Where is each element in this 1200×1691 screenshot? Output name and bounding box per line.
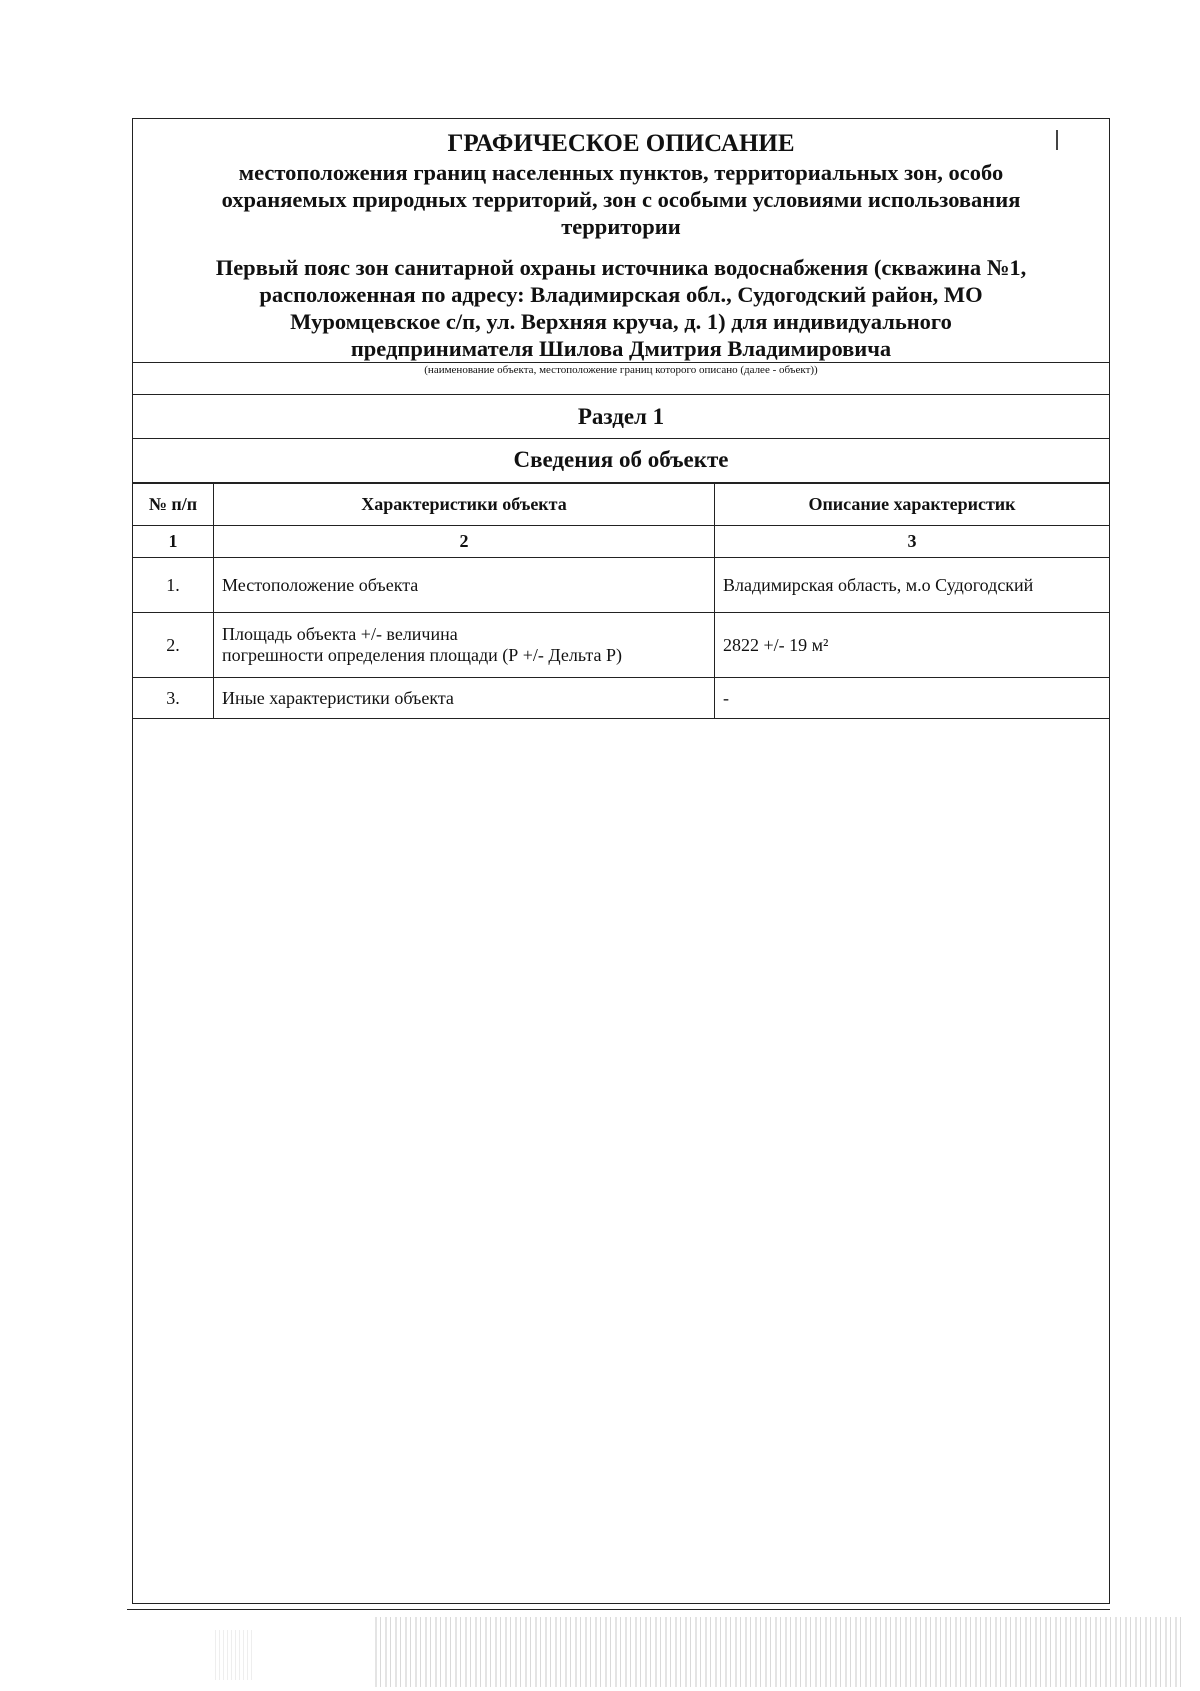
row-value: Владимирская область, м.о Судогодский — [715, 558, 1110, 613]
section-heading: Сведения об объекте — [133, 439, 1109, 483]
subtitle-line: охраняемых природных территорий, зон с особыми условиями использования — [221, 187, 1021, 212]
object-name-line: расположенная по адресу: Владимирская обл., Судогодский район, МО — [259, 282, 983, 307]
characteristic-line: Площадь объекта +/- величина — [222, 624, 458, 644]
scan-noise-strip — [375, 1617, 1185, 1687]
row-number: 1. — [133, 558, 214, 613]
object-properties-table — [133, 483, 1109, 719]
table-row — [133, 558, 1109, 613]
row-number: 2. — [133, 613, 214, 678]
row-characteristic — [214, 678, 715, 719]
object-name — [133, 254, 1109, 362]
characteristic-line: Иные характеристики объекта — [222, 687, 454, 708]
frame-bottom-line — [127, 1609, 1110, 1610]
document-frame — [132, 118, 1110, 1604]
table-row — [133, 613, 1109, 678]
section-label: Раздел 1 — [133, 395, 1109, 439]
subtitle-line: территории — [561, 214, 681, 239]
column-number: 3 — [715, 526, 1110, 558]
characteristic-line: погрешности определения площади (Р +/- Дельта Р) — [222, 645, 622, 665]
subtitle-line: местоположения границ населенных пунктов, территориальных зон, особо — [238, 160, 1004, 185]
column-number: 1 — [133, 526, 214, 558]
row-value: - — [715, 678, 1110, 719]
characteristic-line: Местоположение объекта — [222, 574, 419, 595]
row-value: 2822 +/- 19 м² — [715, 613, 1110, 678]
table-row — [133, 678, 1109, 719]
object-name-line: Первый пояс зон санитарной охраны источника водоснабжения (скважина №1, — [215, 255, 1027, 280]
row-characteristic — [214, 613, 715, 678]
document-header — [133, 129, 1109, 362]
column-number-row — [133, 526, 1109, 558]
row-number: 3. — [133, 678, 214, 719]
table-header-row — [133, 484, 1109, 526]
document-subtitle — [133, 159, 1109, 240]
object-caption: (наименование объекта, местоположение границ которого описано (далее - объект)) — [133, 362, 1109, 395]
row-characteristic — [214, 558, 715, 613]
header-characteristic: Характеристики объекта — [214, 484, 715, 526]
object-name-line: Муромцевское с/п, ул. Верхняя круча, д. 1) для индивидуального — [290, 309, 952, 334]
object-name-line: предпринимателя Шилова Дмитрия Владимировича — [350, 336, 892, 361]
header-description: Описание характеристик — [715, 484, 1110, 526]
document-title: ГРАФИЧЕСКОЕ ОПИСАНИЕ — [447, 130, 795, 157]
scan-noise-fragment — [215, 1630, 255, 1680]
column-number: 2 — [214, 526, 715, 558]
header-number: № п/п — [133, 484, 214, 526]
